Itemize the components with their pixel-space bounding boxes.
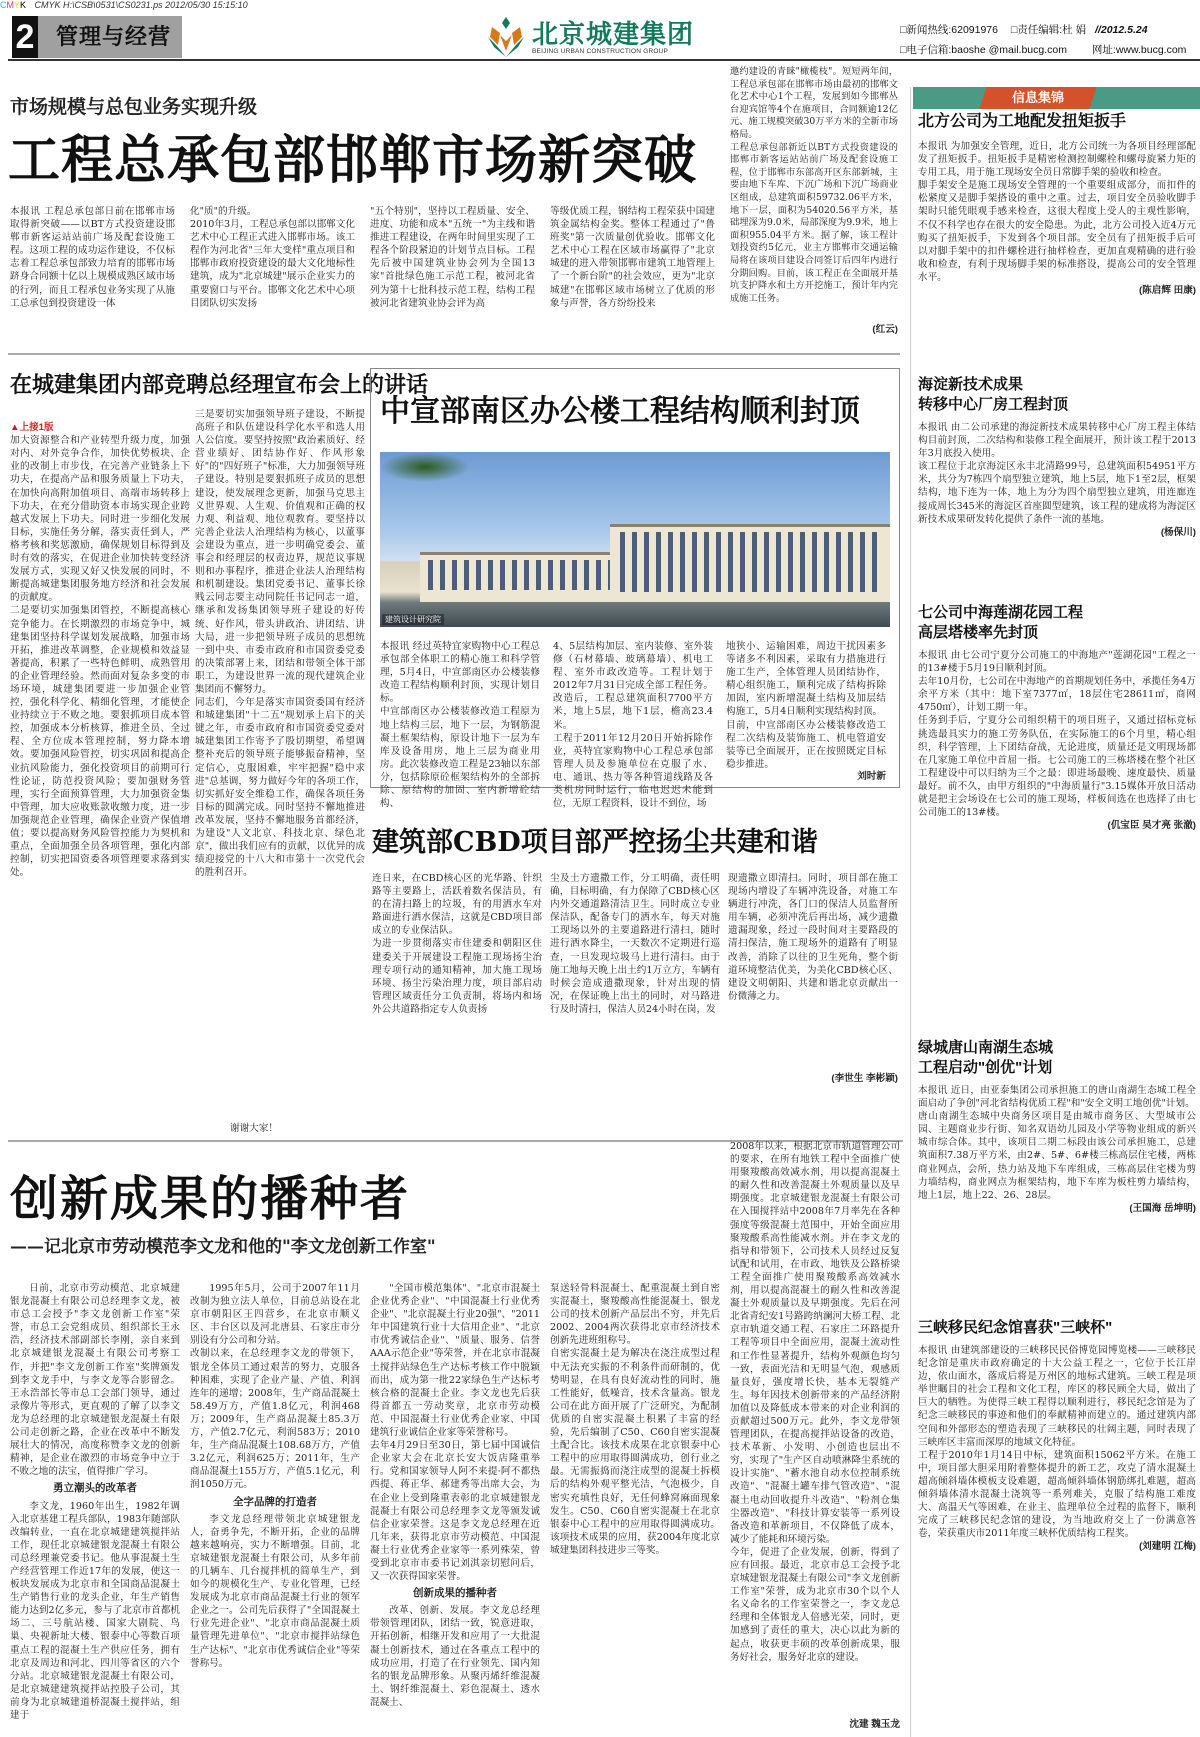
lead-col-1: 本报讯 工程总承包部日前在邯郸市场取得新突破——以BT方式投资建设邯郸市新客运站站前广场及配套设施工程。这项工程的成功运作建设，不仅标志着工程总承包部致力培育的邯郸市场跻身合同额十亿以上规模成熟区域市场的行列，而且工程承包业务实现了从施工总承包到投资建设一体 <box>10 206 175 309</box>
sidebar-header <box>913 87 1200 109</box>
logo-english: BEIJING URBAN CONSTRUCTION GROUP <box>532 47 669 55</box>
page-number: 2 <box>12 16 38 58</box>
continued-tag: ▲上接1版 <box>10 422 54 434</box>
sidebar-item-title: 绿城唐山南湖生态城 工程启动"创优"计划 <box>918 1039 1054 1076</box>
logo-text: 北京城建集团 <box>532 18 695 49</box>
lead-col-5: 邀约建设的青睐"橄榄枝"。短短两年间，工程总承包部在邯郸市场由最初的邯郸文化艺术中心1个工程，发展到如今邯郸丛台迎宾馆等4个在施项目，合同额逾12亿元、施工规模突破30万平方米的全新市场格局。 工程总承包部新近以BT方式投资建设的邯郸市新客运站站前广场及配套设施工程，位于邯郸市东部高开区东部新城，主要由地下车库、下沉广场和下沉广场商业区组成，总建筑面积59732.06平方米，地下一层，面积为54020.56平方米，基础埋深为9.0米，局部深度为9.9米，地上面积955.04平方米。据了解，该工程计划投资约5亿元，业主方邯郸市交通运输局将在该项目建设合同签订后四年内进行分期回购。目前，该工程正在全面展开基坑支护降水和土方开挖施工，预计年内完成施工任务。 <box>730 66 898 304</box>
logo-emblem-icon <box>486 15 526 59</box>
photo-article-col-2: 4、5层结构加层、室内装修、室外装修（石材幕墙、玻璃幕墙）、机电工程、室外市政改造等。工程计划于2012年7月31日完成全部工程任务。改造后，工程总建筑面积7700平方米，地上5层，地下1层，檐高23.4米。 工程于2011年12月20日开始拆除作业，英特宜家购物中心工程总承包部管理人员及参施单位在克服了水、电、通讯、热力等各种管道线路及各类机房同时运行，临电迟迟未能到位，无原工程资料，设计不到位，场 <box>553 641 713 810</box>
cbd-col-2: 尘及土方遗撒工作，分工明确，责任明确，目标明确，有力保障了CBD核心区内外交通道路清洁卫生。同时成立专业保洁队，配备专门的洒水车，每天对施工现场以外的主要道路进行清扫，随时进行洒水降尘，一天数次不定期进行巡查，一旦发现垃圾马上进行清扫。由于施工地每天晚上出土约1万立方，车辆有时候会造成遗撒现象，针对出现的情况，在保证晚上出土的同时，对马路进行及时清扫，保洁人员24小时在岗，发 <box>550 873 720 1015</box>
cbd-headline: 建筑部CBD项目部严控扬尘共建和谐 <box>372 827 818 858</box>
sidebar-item <box>918 603 1196 832</box>
feature-col-5: 2008年以来，根据北京市轨道管理公司的要求，在所有地铁工程中全面推广使用聚羧酸高效减水剂，用以提高混凝土的耐久性和改善混凝土外观质量以及早期强度。北京城建银龙混凝土有限公司在入围搅拌站中2008年7月率先在各种强度等级混凝土范围中，开始全面应用聚羧酸系高性能减水剂。并在李文龙的指导和带领下，公司技术人员经过反复试配和试用，在市政、地铁及公路桥梁工程全面推广使用聚羧酸系高效减水剂，用以提高混凝土的耐久性和改善混凝土外观质量以及早期强度。先后在河北省青纪安1号路跨纳澜河大桥工程、北京市轨道交通工程、石家庄二环路提升工程等项目中全面应用，混凝土流动性和工作性显著提升，结构外观颜色均匀一致，表面光洁和无明显气泡，观感质量良好，强度增长快，基本无裂缝产生。每年因技术创新带来的产品经济附加值以及降低成本带来的对企业利润的贡献超过500万元。此外，李文龙带领管理团队，在提高搅拌站设备的改造，技术革新、小发明、小创造也层出不穷，实现了"生产区自动喷淋降尘系统的设计实施"、"蓄水池自动水位控制系统改造"、"混凝土罐车排气管改造"、"混凝土电动回收提升斗改造"、"粉剂仓集尘器改造"、"科技计算安装等一系列设备改造和革新项目，不仅降低了成本，减少了能耗和环境污染。 今年，促进了企业发展，创新，得到了应有回报。最近，北京市总工会授予北京城建银龙混凝土有限公司"李文龙创新工作室"荣誉，成为北京市30个以个人名义命名的工作室荣誉之一，李文龙总经理和全体银龙人倍感光荣，同时，更加感到了责任的重大，决心以此为新的起点，收获更丰硕的改革创新成果，服务好社会，服务好北京的建设。 <box>730 1141 900 1663</box>
company-logo <box>486 12 696 62</box>
sidebar-item-byline: (仉宝臣 吴才亮 张澈) <box>1107 820 1196 832</box>
cbd-byline: (李世生 李彬颖) <box>831 1073 898 1084</box>
sidebar-item <box>918 1038 1196 1215</box>
sidebar-item-body: 本报讯 由七公司宁夏分公司施工的中海地产"莲湖花园"工程之一的13#楼于5月19日顺利封顶。 去年10月份，七公司在中海地产的首期规划任务中，承揽任务4万余平方米（其中：地下室7377㎡，18层住宅28611㎡，商网4750㎡），计划工期一年。 任务到手后，宁夏分公司组织精干的项目班子，又通过招标竞标挑选最具实力的施工劳务队伍，在实际施工的6个月里，精心组织，科学管理，上下团结奋战，无论进度，质量还是文明现场都在几家施工单位中首屈一指。七公司施工的三栋塔楼在整个社区工程建设中可以归纳为三个之最：即进场最晚、速度最快、质量最好。前不久，由甲方组织的"中海质量行"3.15媒体开放日活动就是把主会场设在七公司的施工现场，样板间选在也选择了由七公司施工的13#楼。 <box>918 650 1196 819</box>
sidebar-item-title: 三峡移民纪念馆喜获"三峡杯" <box>918 1319 1113 1336</box>
feature-col-2: 1995年5月，公司于2007年11月改制为独立法人单位，目前总站设在北京市朝阳区王四营乡，在北京市顺义区、丰台区以及河北唐县、石家庄市分别设有分公司和分站。 改制以来，在总经理李文龙的带领下，银龙全体员工通过艰苦的努力，克服各种困难，实现了企业产量、产值、利润连年的递增；2008年，生产商品混凝土58.49万方，产值1.8亿元，利润468万；2009年，生产商品混凝土85.3万方，产值2.7亿元，利润583万；2010年，生产商品混凝土108.68万方，产值3.2亿元，利润625万；2011年，生产商品混凝土155万方，产值5.1亿元，利润1050万元。 全字品牌的打造者 李文龙总经理带领北京城建银龙人，奋勇争先，不断开拓，企业的品牌越来越响亮，实力不断增强。目前，北京城建银龙混凝土有限公司，从多年前的几辆车、几台搅拌机的简单生产，到如今的规模化生产、专业化管理，已经发展成为北京市商品混凝土行业的领军企业之一。公司先后获得了"全国混凝土行业先进企业"、"北京市商品混凝土质量管理先进单位"、"北京市搅拌站绿色生产达标"、"北京市优秀诚信企业"等荣誉称号。 <box>190 1283 360 1669</box>
lead-headline: 工程总承包部邯郸市场新突破 <box>8 130 698 191</box>
sidebar-item-byline: (刘建明 江梅) <box>1138 1541 1196 1553</box>
feature-headline: 创新成果的播种者 <box>10 1171 411 1227</box>
subhead-innovator: 创新成果的播种者 <box>413 1587 497 1600</box>
speech-col-1: ▲上接1版 加大资源整合和产业转型升级力度，加强对内、对外竞争合作，加快优势板块、企业的改制上市步伐，在完善产业链条上下功夫，在提高产品和服务质量上下功夫，在加快向高附加值项目、高端市场转移上下功夫，在充分借助资本市场实现企业跨越式发展上下功夫。同时进一步细化发展目标，实施任务分解，落实责任到人，严格考核和奖惩激励，确保规划目标得到及时有效的落实，在促进企业加快转变经济发展方式，实现又好又快发展的同时，不断提高城建集团服务地方经济和社会发展的贡献度。 二是要切实加强集团管控，不断提高核心竞争能力。在长期激烈的市场竞争中，城建集团坚持科学谋划发展战略，加强市场开拓，推进改革调整，企业规模和效益显著提高，积累了一些特色鲜明、成熟管用的企业管理经验。然而面对复杂多变的市场环境，城建集团要进一步加强企业管控，强化科学化、精细化管理，才能使企业持续立于不败之地。要狠抓项目成本管控，加强成本分析核算，推进全员、全过程、全方位成本管理控制，努力降本增效。要加强风险管控，切实巩固和提高企业抗风险能力，强化投资项目的前期可行性论证，防范投资风险；要加强财务管理，实行全面预算管理，大力加强资金集中管理，加大应收账款收缴力度，进一步加强规范企业管理，确保企业资产保值增值；要以提高财务风险管控能力为契机和重点，全面加强全员各项管理，强化内部控制，切实把国资委各项管理要求落到实处。 <box>10 422 190 879</box>
speech-col-2: 三是要切实加强领导班子建设，不断提高班子和队伍建设科学化水平和选人用人公信度。要坚持按照"政治素质好、经营业绩好、团结协作好、作风形象好"的"四好班子"标准，大力加强领导班子建设。特别是要狠抓班子成员的思想建设，使发展理念更新，加强马克思主义世界观、人生观、价值观和正确的权力观、利益观、地位观教育。要坚持以完善企业法人治理结构为核心，以董事会建设为重点，进一步明确党委会、董事会和经理层的权责边界，规范议事规则和办事程序，推进企业法人治理结构和机制建设。集团党委书记、董事长徐贱云同志要主动同院任书记同志一道，继承和发扬集团领导班子建设的好传统、好作风，带头讲政治、讲团结、讲大局，进一步把领导班子成员的思想统一到中央、市委市政府和市国资委党委的决策部署上来，团结和带领全体干部职工，为建设世界一流的现代建筑企业集团而不懈努力。 同志们，今年是落实市国资委国有经济和城建集团"十二五"规划承上启下的关键之年，市委市政府和市国资委党委对城建集团工作寄予了殷切期望，希望调整补充后的领导班子能够振奋精神，坚定信心，克服困难，牢牢把握"稳中求进"总基调，努力做好今年的各项工作，切实抓好安全维稳工作，确保各项任务目标的圆满完成。同时坚持不懈地推进改革发展，坚持不懈地服务首都经济，为建设"人文北京、科技北京、绿色北京"，做出我们应有的贡献，以优异的成绩迎接党的十八大和市第十一次党代会的胜利召开。 <box>195 409 365 879</box>
sidebar-item <box>918 112 1196 297</box>
photo-article-col-1: 本报讯 经过英特宜家购物中心工程总承包部全体职工的精心施工和科学管理，5月4日，中宣部南区办公楼装修改造工程结构顺利封顶，实现计划目标。 中宣部南区办公楼装修改造工程原为地上结构三层，地下一层，为钢筋混凝土框架结构，原设计地下一层为车库及设备用房，地上三层为商业用房。此次装修改造工程是23轴以东部分，包括除原砼框架结构外的全部拆除、原结构的加固、室内新增砼结构、 <box>380 641 540 810</box>
tree <box>380 452 470 482</box>
lead-col-2: 化"质"的升级。 2010年3月，工程总承包部以邯郸文化艺术中心工程正式进入邯郸市场。该工程作为河北省"三年大变样"重点项目和邯郸市政府投资建设的最大文化地标性建筑，成为"北京城建"展示企业实力的重要窗口与平台。邯郸文化艺术中心项目团队切实发扬 <box>190 206 355 309</box>
feature-col-3: "全国市模范集体"、"北京市混凝土企业优秀企业"、"中国混凝土行业优秀企业"、"北京混凝土行业20强"、"2011年中国建筑行业十大信用企业"、"北京市优秀诚信企业"、"质量、服务、信誉AAA示范企业"等荣誉，并在北京市混凝土搅拌站绿色生产达标考核工作中脱颖而出，成为第一批22家绿色生产达标考核合格的混凝土企业。李文龙也先后获得首都五一劳动奖章，北京市劳动模范、中国混凝土行业优秀企业家、中国建筑行业诚信企业家等荣誉称号。 去年4月29日至30日，第七届中国诚信企业家大会在北京长安大饭店隆重举行。党和国家领导人阿不来提·阿不都热西提、蒋正华、郝建秀等出席大会，为在企业上受到隆重表彰的北京城建银龙混凝土有限公司总经理李文龙等颁发诚信企业家荣誉。这是李文龙总经理在近几年来，获得北京市劳动模范、中国混凝土行业优秀企业家等一系列殊荣，曾受到北京市市委书记刘淇亲切慰问后，又一次获得国家荣誉。 创新成果的播种者 改革、创新、发展。李文龙总经理带领管理团队，团结一致，锐意进取，开拓创新，相继开发和应用了一大批混凝土创新技术，通过在各重点工程中的成功应用，打造了在行业领先、国内知名的银龙品牌形象。从聚丙烯纤维混凝土、钢纤维混凝土、彩色混凝土、透水混凝土、 <box>370 1283 540 1708</box>
lead-col-3: "五个特别"，坚持以工程质量、安全、进度、功能和成本"五统一"为主线和谐推进工程建设，在两年时间里实现了工程各个阶段紧迫的计划节点目标。工程先后被中国建筑业协会列为全国13家"首批绿色施工示范工程，被河北省列为第十七批科技示范工程，结构工程被河北省建筑业协会评为高 <box>370 206 535 309</box>
hotline: □新闻热线:62091976 <box>900 24 998 36</box>
speech-closing: 谢谢大家！ <box>230 1123 278 1134</box>
sidebar-item-title: 北方公司为工地配发扭矩扳手 <box>918 113 1127 130</box>
masthead-contact <box>900 20 1200 60</box>
photo-article-headline: 中宣部南区办公楼工程结构顺利封顶 <box>380 394 860 429</box>
header-rule <box>8 59 1200 61</box>
feature-subtitle: ——记北京市劳动模范李文龙和他的"李文龙创新工作室" <box>10 1237 436 1257</box>
sidebar-item-body: 本报讯 由二公司承建的海淀新技术成果转移中心厂房工程主体结构目前封顶，二次结构和装修工程全面展开，预计该工程于2013年3月底投入使用。 该工程位于北京海淀区永丰北清路99号，总建筑面积54951平方米，共分为7栋四个扇型独立建筑，地上5层，地下1至2层，框架结构，地下连为一体，地上为分为四个扇型独立建筑，用连廊连接成周长345米的海淀区首座圆型建筑，该工程的建成将为海淀区新技术成果研发转化提供了条件一流的基地。 <box>918 422 1196 525</box>
cbd-col-1: 连日来，在CBD核心区的光华路、针织路等主要路上，活跃着数名保洁员，有的在清扫路上的垃圾，有的用洒水车对路面进行洒水保洁，这就是CBD项目部成立的专业保洁队。 为进一步贯彻落实市住建委和朝阳区住建委关于开展建设工程施工现场扬尘治理专项行动的通知精神，加大施工现场环境、扬尘污染治理力度，项目部启动管理区域责任分工负责制，将场内和场外公共道路指定专人负责扬 <box>372 873 542 1015</box>
subhead-reformer: 勇立潮头的改革者 <box>53 1482 137 1495</box>
editor: □责任编辑:杜 娟 <box>1010 24 1087 36</box>
sidebar-item <box>918 1318 1196 1554</box>
lead-byline: (红云) <box>872 324 898 335</box>
sidebar-item-title: 海淀新技术成果 转移中心厂房工程封顶 <box>918 376 1069 413</box>
sidebar-item-body: 本报讯 近日，由亚泰集团公司承担施工的唐山南湖生态城工程全面启动了争创"河北省结构优质工程"和"安全文明工地创优"计划。 唐山南湖生态城中央商务区项目是由城市商务区、大型城市公园、主题商业步行街、知名双语幼儿园及小学等物业组成的新兴城市综合体。其中，该项目二期二标段由该公司承担施工，总建筑面积7.38万平方米，由2#、5#、6#楼三栋高层住宅楼，两栋商业网点，会所，热力站及地下车库组成，三栋高层住宅楼为剪力墙结构，商业网点为框架结构，地下车库为板柱剪力墙结构，地上1层，地上22、26、28层。 <box>918 1085 1196 1201</box>
sidebar-item-title: 七公司中海莲湖花园工程 高层塔楼率先封顶 <box>918 604 1084 641</box>
feature-col-1: 日前，北京市劳动模范、北京城建银龙混凝土有限公司总经理李文龙，被市总工会授予"李文龙创新工作室"荣誉，市总工会党组成员、组织部长王永浩，经济技术部副部长李刚，亲自来到北京城建银龙混凝土有限公司考察工作，并把"李文龙创新工作室"奖牌颁发到李文龙手中，与李文龙等合影留念。王永浩部长等市总工会部门领导，通过录像片等形式，更直观的了解了以李文龙为总经理的北京城建银龙混凝土有限公司走创新之路，企业在改革中不断发展壮大的情况，高度称赞李文龙的创新精神，是企业在激烈的市场竞争中立于不败之地的法宝，值得推广学习。 勇立潮头的改革者 李文龙，1960年出生，1982年调入北京基建工程兵部队，1983年随部队改编转业，一直在北京城建建筑搅拌站工作，现任北京城建银龙混凝土有限公司总经理兼党委书记。他从事混凝土生产经营管理工作近17年的发展，使这一板块发展成为北京市和全国商品混凝土生产销售行业的龙头企业，年生产销售能力达到2亿多元，参与了北京市首都机场二、三号航站楼、国家大剧院、鸟巢、央视新址大楼、银泰中心等数百项重点工程的混凝土生产供应任务，拥有北京及周边和河北、四川等省区的六个分站。北京城建银龙混凝土有限公司，是北京城建建筑搅拌站控股子公司，其前身为北京城建道桥混凝土搅拌站，组建于 <box>10 1283 180 1721</box>
photo-article-col-3: 地狭小、运输困难，周边干扰因素多等诸多不利因素，采取有力措施进行施工生产，全体管理人员团结协作，精心组织施工，顺利完成了结构拆除加固，室内新增混凝土结构及加层结构施工，5月4日顺利实现结构封顶。 目前，中宣部南区办公楼装修改造工程二次结构及装饰施工、机电管道安装等已全面展开，正在按照既定目标稳步推进。 <box>726 641 886 770</box>
website: 网址:www.bucg.com <box>1091 44 1187 56</box>
section-divider <box>8 353 900 355</box>
subhead-brand: 全字品牌的打造者 <box>233 1495 317 1508</box>
section-title: 管理与经营 <box>38 16 182 58</box>
sidebar-item-byline: (陈启辉 田康) <box>1138 285 1196 297</box>
lead-col-4: 等级优质工程，钢结构工程荣获中国建筑金属结构金奖。整体工程通过了"鲁班奖"第一次质量创优验收。邯郸文化艺术中心工程在区域市场赢得了"北京城建的进入带领邯郸市建筑工地管理上了一个新台阶"的社会效应，更为"北京城建"在邯郸区域市场树立了优质的形象与声誉，各方纷纷投来 <box>550 206 715 309</box>
feature-byline: 沈建 魏玉龙 <box>849 1719 900 1730</box>
sidebar-item <box>918 375 1196 539</box>
sidebar-item-body: 本报讯 为加强安全管理，近日，北方公司统一为各项目经理部配发了扭矩扳手。扭矩扳手是精密检测控制螺栓和螺母旋紧力矩的专用工具，用于施工现场安全员日常脚手架的验收和检查。 脚手架安全是施工现场安全管理的一个重要组成部分，而扣件的松紧度又是脚手架搭设的重中之重。过去，项目安全员验收脚手架时只能凭眼观手感来检查，这很大程度上受人的主观性影响，不仅不科学也存在很大的安全隐患。为此，北方公司投入近4万元购买了扭矩扳手，下发到各个项目部。安全员有了扭矩扳手后可以对脚手架中的扣件螺栓进行抽样检查，更加直观精确的进行验收和检查，有利于现场脚手架的标准搭设，提高公司的安全管理水平。 <box>918 141 1196 283</box>
photo-caption: 建筑设计研究院 <box>382 614 444 625</box>
building-photo <box>380 452 890 627</box>
sidebar-header-label: 信息集锦 <box>1011 90 1064 105</box>
sidebar-item-byline: (杨保川) <box>1160 526 1196 538</box>
issue-date: //2012.5.24 <box>1095 24 1148 36</box>
sidebar-rule <box>910 87 911 1737</box>
email: □电子信箱:baoshe @mail.bucg.com <box>900 44 1067 56</box>
photo-article-byline: 刘时新 <box>857 771 886 782</box>
speech-headline: 在城建集团内部竞聘总经理宣布会上的讲话 <box>10 372 429 398</box>
sidebar-item-byline: (王国海 岳坤明) <box>1129 1202 1196 1214</box>
feature-col-4: 泵送轻骨料混凝土、配重混凝土到自密实混凝土，聚羧酸高性能混凝土，银龙公司的技术创新产品层出不穷，并先后2002、2004两次获得北京市经济技术创新先进班组称号。 自密实混凝土是为解决在浇注成型过程中无法充实振的不利条件而研制的，优势明显，在具有良好流动性的同时，施工性能好，低噪音，技术含量高。银龙公司在此方面开展了广泛研究，为配制优质的自密实混凝土积累了丰富的经验，先后编制了C50、C60自密实混凝土配合比。该技术成果在北京银泰中心工程中的应用取得圆满成功，创行业之最。无需振捣而浇注成型的混凝土拆模后的结构外观平整光洁，气泡极少，自密实充填性良好，无任何蜂窝麻面现象发生。C50、C60自密实混凝土在北京银泰中心工程中的应用取得圆满成功。该项技术成果的应用，获2004年度北京城建集团科技进步三等奖。 <box>550 1283 720 1556</box>
lead-kicker: 市场规模与总包业务实现升级 <box>10 96 258 118</box>
cbd-col-3: 现遗撒立即清扫。同时，项目部在施工现场内增设了车辆冲洗设备，对施工车辆进行冲洗，各门口的保洁人员监督所用车辆，必须冲洗后再出场，减少遗撒遗漏现象，经过一段时间对主要路段的清扫保洁，施工现场外的道路有了明显改善，消除了以往的卫生死角，整个街道环境整洁优美，为美化CBD核心区、建设文明朝阳、共建和谐北京贡献出一份微薄之力。 <box>728 873 898 1002</box>
print-info: CMYK CMYK H:\CSB\0531\CS0231.ps 2012/05/30 15:15:10 <box>0 0 248 10</box>
sidebar-item-body: 本报讯 由建筑部建设的三峡移民民俗博览园博览楼——三峡移民纪念馆是重庆市政府确定的十大公益工程之一，它位于长江岸边，依山面水，落成后将是万州区的地标式建筑。三峡工程是项举世瞩目的社会工程和文化工程，库区的移民顾全大局，做出了巨大的牺牲。为使得三峡工程得以顺利进行，移民纪念馆是为了纪念三峡移民的事迹和他们的奉献精神而建立的。通过建筑内部空间和外部形态的塑造表现了三峡移民的壮阔主题，同时表现了三峡库区丰富而深厚的地域文化特征。 工程于2010年1月14日中标，建筑面积15062平方米。在施工中，项目部大胆采用附着整体提升的新工艺，攻克了清水混凝土超高倾斜墙体模板支设难题，超高倾斜墙体钢筋绑扎难题，超高倾斜墙体清水混凝土浇筑等一系列难关，克服了结构施工难度大、高温天气等困难，在业主、监理单位全过程的监督下，顺利完成了三峡移民纪念馆的建设，为当地政府交上了一份满意答卷，荣获重庆市2011年度三峡杯优质结构工程奖。 <box>918 1345 1196 1540</box>
